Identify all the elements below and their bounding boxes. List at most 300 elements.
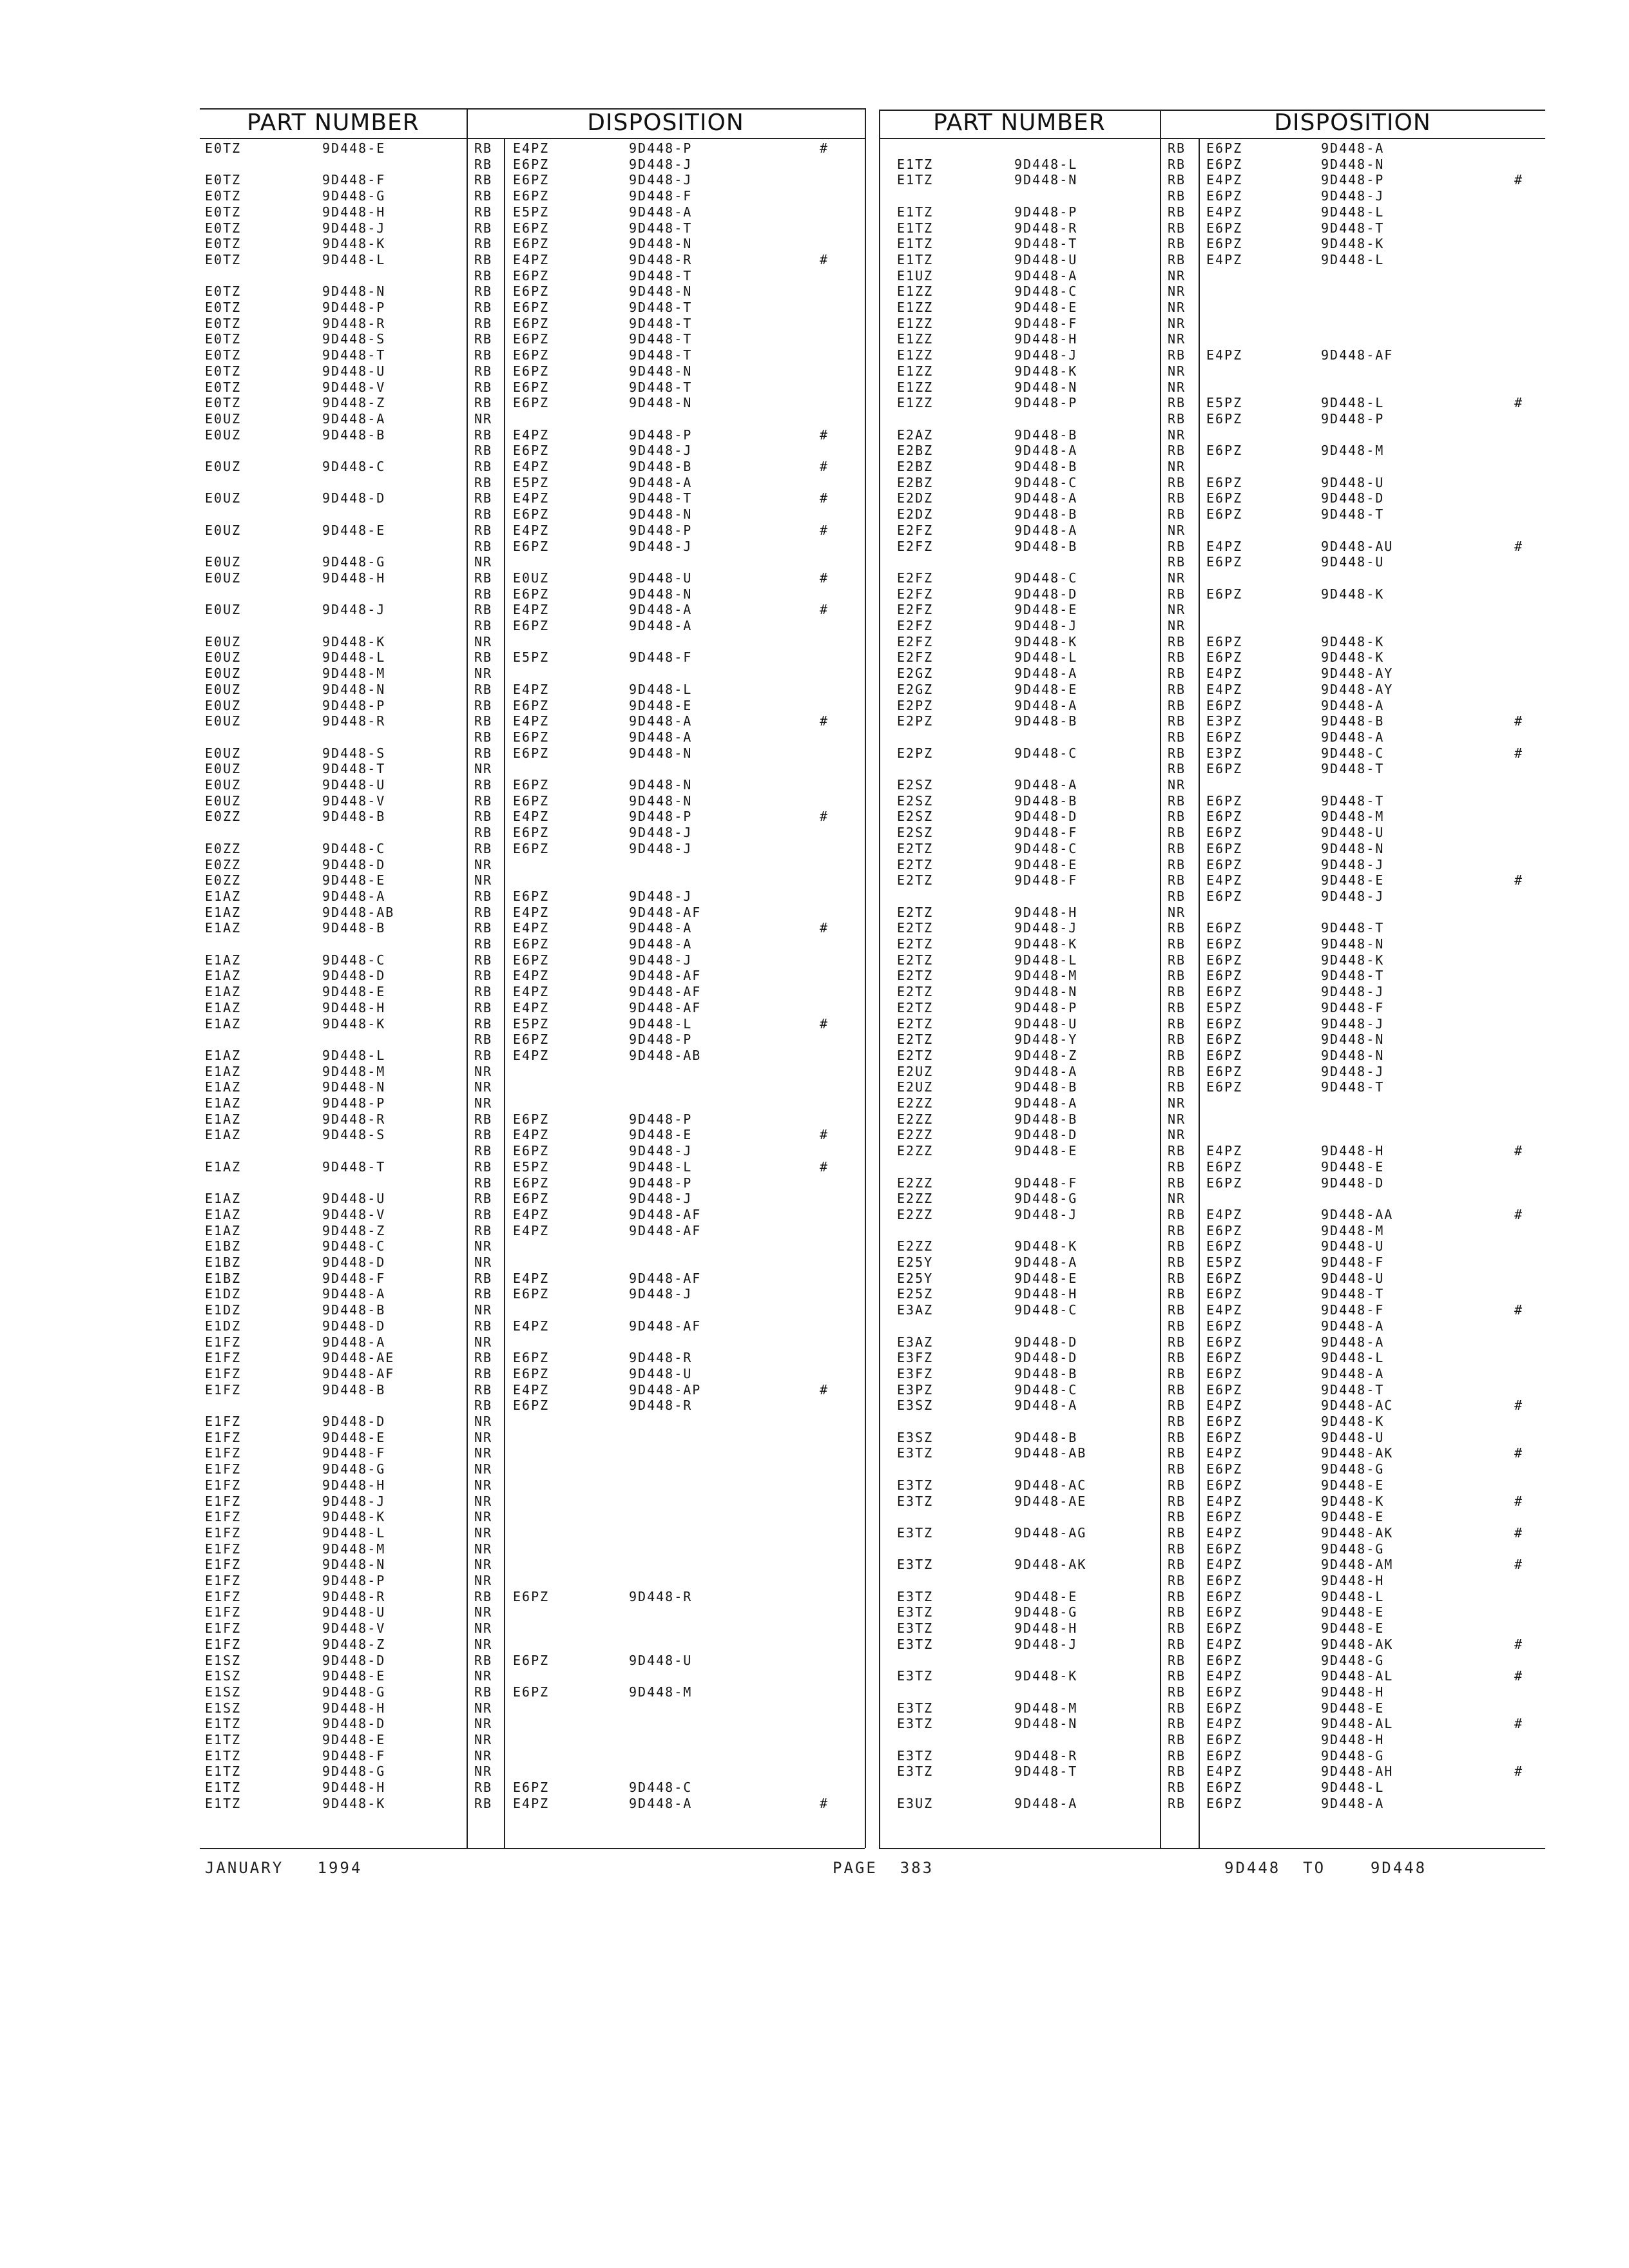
right-table-row <box>0 649 1629 666</box>
replacement-prefix: E6PZ <box>513 443 550 459</box>
part-prefix: E2TZ <box>897 1032 934 1048</box>
part-base: 9D448-N <box>322 284 386 300</box>
disposition-code: RB <box>1168 713 1186 729</box>
part-base: 9D448-V <box>322 1620 386 1637</box>
part-prefix: E2FZ <box>897 649 934 666</box>
replacement-prefix: E6PZ <box>1206 697 1243 713</box>
part-prefix: E3AZ <box>897 1334 934 1350</box>
replacement-base: 9D448-P <box>629 809 693 825</box>
part-base: 9D448-J <box>322 1493 386 1509</box>
part-base: 9D448-H <box>1014 331 1078 347</box>
part-prefix: E1ZZ <box>897 284 934 300</box>
disposition-code: NR <box>474 1302 493 1318</box>
replacement-base: 9D448-P <box>1321 172 1385 188</box>
right-table-row <box>0 857 1629 873</box>
right-disposition-header: DISPOSITION <box>1274 110 1431 136</box>
part-prefix: E2ZZ <box>897 1238 934 1254</box>
part-base: 9D448-P <box>1014 395 1078 411</box>
replacement-base: 9D448-N <box>629 284 693 300</box>
part-prefix: E1FZ <box>205 1445 242 1461</box>
disposition-code: NR <box>1168 618 1186 633</box>
replacement-base: 9D448-T <box>1321 220 1385 236</box>
right-table-row <box>0 1525 1629 1541</box>
disposition-code: RB <box>474 1222 493 1238</box>
disposition-code: RB <box>474 681 493 697</box>
part-prefix: E1SZ <box>205 1668 242 1684</box>
part-prefix: E3TZ <box>897 1445 934 1461</box>
header-rule-left <box>200 138 865 139</box>
replacement-base: 9D448-J <box>629 172 693 188</box>
part-base: 9D448-E <box>1014 1588 1078 1604</box>
part-base: 9D448-A <box>1014 490 1078 506</box>
disposition-code: NR <box>1168 379 1186 395</box>
right-table-row <box>0 1684 1629 1700</box>
replacement-base: 9D448-J <box>629 443 693 459</box>
disposition-code: NR <box>1168 777 1186 793</box>
replacement-prefix: E4PZ <box>513 602 550 618</box>
part-prefix: E1AZ <box>205 1111 242 1127</box>
right-table-row <box>0 1207 1629 1223</box>
disposition-code: RB <box>474 506 493 523</box>
replacement-prefix: E4PZ <box>1206 172 1243 188</box>
disposition-code: NR <box>1168 315 1186 331</box>
disposition-code: RB <box>1168 761 1186 777</box>
note-mark: # <box>820 459 829 474</box>
replacement-prefix: E6PZ <box>1206 1175 1243 1191</box>
replacement-base: 9D448-A <box>1321 1318 1385 1334</box>
replacement-base: 9D448-G <box>1321 1652 1385 1668</box>
disposition-code: RB <box>1168 1429 1186 1445</box>
part-base: 9D448-J <box>322 602 386 618</box>
part-base: 9D448-P <box>322 1573 386 1588</box>
disposition-code: NR <box>1168 1191 1186 1207</box>
part-base: 9D448-K <box>1014 936 1078 952</box>
part-base: 9D448-S <box>322 331 386 347</box>
replacement-prefix: E4PZ <box>1206 1143 1243 1159</box>
replacement-prefix: E6PZ <box>1206 1334 1243 1350</box>
footer-date: JANUARY 1994 <box>205 1859 363 1877</box>
disposition-code: RB <box>1168 729 1186 745</box>
replacement-prefix: E6PZ <box>1206 649 1243 666</box>
replacement-prefix: E6PZ <box>513 347 550 363</box>
right-table-row <box>0 380 1629 396</box>
part-base: 9D448-E <box>322 1732 386 1747</box>
disposition-code: RB <box>474 888 493 904</box>
part-prefix: E2TZ <box>897 952 934 968</box>
disposition-code: RB <box>1168 793 1186 809</box>
right-table-row <box>0 1509 1629 1525</box>
replacement-base: 9D448-H <box>1321 1573 1385 1588</box>
replacement-prefix: E5PZ <box>1206 395 1243 411</box>
replacement-base: 9D448-K <box>1321 633 1385 649</box>
part-prefix: E25Y <box>897 1270 934 1286</box>
disposition-code: RB <box>474 1350 493 1366</box>
replacement-base: 9D448-AY <box>1321 666 1394 682</box>
replacement-base: 9D448-G <box>1321 1461 1385 1477</box>
replacement-prefix: E6PZ <box>1206 1063 1243 1079</box>
part-prefix: E0TZ <box>205 188 242 204</box>
part-base: 9D448-T <box>1014 1763 1078 1780</box>
right-table-row <box>0 618 1629 634</box>
part-prefix: E2TZ <box>897 920 934 936</box>
disposition-code: RB <box>474 1398 493 1414</box>
left-disposition-header: DISPOSITION <box>587 110 744 136</box>
disposition-code: NR <box>474 1604 493 1620</box>
note-mark: # <box>1514 745 1524 761</box>
note-mark: # <box>820 713 829 729</box>
disposition-code: RB <box>1168 1175 1186 1191</box>
replacement-prefix: E4PZ <box>513 920 550 936</box>
replacement-prefix: E6PZ <box>513 1143 550 1159</box>
replacement-prefix: E4PZ <box>1206 1636 1243 1652</box>
part-prefix: E0UZ <box>205 649 242 666</box>
part-prefix: E3FZ <box>897 1350 934 1366</box>
part-base: 9D448-L <box>1014 952 1078 968</box>
note-mark: # <box>820 570 829 586</box>
part-prefix: E1AZ <box>205 1063 242 1079</box>
part-base: 9D448-A <box>1014 1254 1078 1270</box>
replacement-base: 9D448-T <box>1321 920 1385 936</box>
replacement-prefix: E6PZ <box>513 1652 550 1668</box>
part-base: 9D448-N <box>322 681 386 697</box>
replacement-prefix: E5PZ <box>1206 1254 1243 1270</box>
replacement-prefix: E6PZ <box>1206 1477 1243 1493</box>
part-prefix: E2FZ <box>897 602 934 618</box>
disposition-code: RB <box>1168 506 1186 523</box>
part-prefix: E1TZ <box>205 1795 242 1811</box>
disposition-code: RB <box>1168 1445 1186 1461</box>
disposition-code: NR <box>474 761 493 777</box>
replacement-prefix: E6PZ <box>1206 1795 1243 1811</box>
part-base: 9D448-C <box>1014 474 1078 490</box>
disposition-code: RB <box>474 602 493 618</box>
part-prefix: E2SZ <box>897 793 934 809</box>
disposition-code: RB <box>474 300 493 315</box>
replacement-base: 9D448-J <box>629 1286 693 1302</box>
disposition-code: RB <box>474 809 493 825</box>
part-base: 9D448-H <box>1014 904 1078 920</box>
part-base: 9D448-B <box>322 920 386 936</box>
part-prefix: E2BZ <box>897 443 934 459</box>
replacement-prefix: E4PZ <box>513 968 550 984</box>
replacement-base: 9D448-A <box>1321 140 1385 156</box>
disposition-code: RB <box>1168 666 1186 682</box>
replacement-prefix: E6PZ <box>1206 1747 1243 1763</box>
replacement-prefix: E6PZ <box>1206 633 1243 649</box>
disposition-code: NR <box>474 1509 493 1525</box>
footer-range: 9D448 TO 9D448 <box>1224 1859 1427 1877</box>
replacement-prefix: E6PZ <box>513 1365 550 1381</box>
part-base: 9D448-L <box>322 251 386 267</box>
right-table-row <box>0 284 1629 300</box>
right-table-row <box>0 220 1629 236</box>
replacement-base: 9D448-T <box>1321 1381 1385 1398</box>
part-prefix: E0TZ <box>205 379 242 395</box>
part-base: 9D448-G <box>322 1763 386 1780</box>
note-mark: # <box>1514 1206 1524 1222</box>
disposition-code: RB <box>1168 1636 1186 1652</box>
part-base: 9D448-R <box>322 713 386 729</box>
part-prefix: E2TZ <box>897 1047 934 1063</box>
part-base: 9D448-A <box>1014 777 1078 793</box>
disposition-code: RB <box>1168 936 1186 952</box>
right-table-row <box>0 1477 1629 1494</box>
replacement-base: 9D448-AK <box>1321 1445 1394 1461</box>
replacement-prefix: E6PZ <box>1206 1286 1243 1302</box>
right-table-row <box>0 1604 1629 1620</box>
part-base: 9D448-J <box>1014 920 1078 936</box>
part-prefix: E0ZZ <box>205 809 242 825</box>
right-table-row <box>0 777 1629 793</box>
disposition-code: RB <box>474 984 493 1000</box>
replacement-prefix: E6PZ <box>513 156 550 172</box>
disposition-code: RB <box>474 1286 493 1302</box>
part-prefix: E2ZZ <box>897 1191 934 1207</box>
part-prefix: E2TZ <box>897 968 934 984</box>
part-base: 9D448-C <box>322 840 386 856</box>
part-base: 9D448-U <box>1014 1015 1078 1032</box>
replacement-prefix: E6PZ <box>513 793 550 809</box>
replacement-prefix: E4PZ <box>1206 1445 1243 1461</box>
replacement-prefix: E6PZ <box>1206 1365 1243 1381</box>
replacement-base: 9D448-G <box>1321 1541 1385 1557</box>
disposition-code: RB <box>474 267 493 284</box>
part-base: 9D448-E <box>322 522 386 538</box>
disposition-code: RB <box>1168 745 1186 761</box>
replacement-prefix: E5PZ <box>513 1158 550 1175</box>
disposition-code: NR <box>474 1063 493 1079</box>
part-base: 9D448-A <box>1014 1795 1078 1811</box>
right-table-row <box>0 1637 1629 1653</box>
part-base: 9D448-D <box>322 1414 386 1429</box>
replacement-prefix: E6PZ <box>1206 1652 1243 1668</box>
replacement-base: 9D448-J <box>629 538 693 554</box>
part-base: 9D448-K <box>322 1509 386 1525</box>
disposition-code: RB <box>474 379 493 395</box>
disposition-code: RB <box>1168 1158 1186 1175</box>
right-table-row <box>0 1191 1629 1207</box>
replacement-base: 9D448-N <box>629 793 693 809</box>
disposition-code: RB <box>474 1015 493 1032</box>
replacement-base: 9D448-J <box>1321 188 1385 204</box>
replacement-prefix: E4PZ <box>513 681 550 697</box>
right-table-row <box>0 1748 1629 1764</box>
right-table-row <box>0 140 1629 157</box>
disposition-code: RB <box>1168 1286 1186 1302</box>
replacement-base: 9D448-J <box>1321 1015 1385 1032</box>
part-base: 9D448-M <box>1014 1700 1078 1716</box>
replacement-base: 9D448-U <box>629 1652 693 1668</box>
part-base: 9D448-E <box>1014 681 1078 697</box>
disposition-code: RB <box>474 474 493 490</box>
part-base: 9D448-F <box>1014 1175 1078 1191</box>
disposition-code: RB <box>474 729 493 745</box>
replacement-prefix: E5PZ <box>513 204 550 220</box>
part-base: 9D448-J <box>1014 618 1078 633</box>
replacement-base: 9D448-R <box>629 1350 693 1366</box>
part-prefix: E1DZ <box>205 1318 242 1334</box>
replacement-prefix: E4PZ <box>513 459 550 474</box>
disposition-code: RB <box>474 1365 493 1381</box>
part-base: 9D448-N <box>1014 379 1078 395</box>
replacement-base: 9D448-K <box>1321 236 1385 252</box>
right-table-row <box>0 809 1629 825</box>
note-mark: # <box>1514 1493 1524 1509</box>
part-prefix: E1TZ <box>897 220 934 236</box>
right-table-row <box>0 682 1629 698</box>
replacement-base: 9D448-D <box>1321 1175 1385 1191</box>
part-prefix: E1FZ <box>205 1573 242 1588</box>
right-table-row <box>0 1445 1629 1461</box>
part-base: 9D448-R <box>1014 1747 1078 1763</box>
part-prefix: E0UZ <box>205 793 242 809</box>
disposition-code: RB <box>1168 872 1186 889</box>
replacement-prefix: E4PZ <box>513 522 550 538</box>
replacement-base: 9D448-L <box>1321 1588 1385 1604</box>
part-base: 9D448-B <box>1014 427 1078 443</box>
part-base: 9D448-D <box>1014 1334 1078 1350</box>
disposition-code: RB <box>1168 968 1186 984</box>
right-table-row <box>0 936 1629 952</box>
right-table-row <box>0 1541 1629 1557</box>
right-table-row <box>0 459 1629 475</box>
note-mark: # <box>820 809 829 825</box>
right-table-row <box>0 1095 1629 1111</box>
disposition-code: RB <box>1168 1541 1186 1557</box>
replacement-base: 9D448-K <box>1321 649 1385 666</box>
replacement-prefix: E6PZ <box>513 586 550 602</box>
replacement-base: 9D448-U <box>1321 1270 1385 1286</box>
right-table-row <box>0 570 1629 586</box>
replacement-base: 9D448-E <box>1321 1620 1385 1637</box>
part-prefix: E2TZ <box>897 999 934 1015</box>
disposition-code: RB <box>1168 1668 1186 1684</box>
part-prefix: E1AZ <box>205 1015 242 1032</box>
replacement-base: 9D448-AF <box>629 984 702 1000</box>
right-table-row <box>0 713 1629 729</box>
replacement-base: 9D448-J <box>629 840 693 856</box>
replacement-prefix: E4PZ <box>513 999 550 1015</box>
part-prefix: E1FZ <box>205 1524 242 1541</box>
replacement-prefix: E6PZ <box>1206 888 1243 904</box>
note-mark: # <box>1514 1557 1524 1573</box>
right-table-row <box>0 968 1629 984</box>
part-base: 9D448-K <box>322 1015 386 1032</box>
part-prefix: E3UZ <box>897 1795 934 1811</box>
disposition-code: RB <box>474 1588 493 1604</box>
part-prefix: E1FZ <box>205 1381 242 1398</box>
replacement-prefix: E4PZ <box>513 809 550 825</box>
replacement-prefix: E6PZ <box>1206 1684 1243 1700</box>
replacement-prefix: E6PZ <box>1206 506 1243 523</box>
disposition-code: NR <box>474 1254 493 1270</box>
right-table-row <box>0 1223 1629 1239</box>
replacement-prefix: E6PZ <box>1206 1780 1243 1796</box>
part-base: 9D448-AF <box>322 1365 395 1381</box>
disposition-code: RB <box>1168 220 1186 236</box>
part-prefix: E1FZ <box>205 1620 242 1637</box>
part-base: 9D448-C <box>1014 840 1078 856</box>
replacement-base: 9D448-A <box>629 936 693 952</box>
replacement-base: 9D448-A <box>1321 729 1385 745</box>
disposition-code: RB <box>1168 1079 1186 1095</box>
replacement-base: 9D448-N <box>629 745 693 761</box>
replacement-base: 9D448-K <box>1321 1414 1385 1429</box>
note-mark: # <box>820 490 829 506</box>
right-table-row <box>0 395 1629 411</box>
replacement-base: 9D448-N <box>1321 1047 1385 1063</box>
disposition-code: RB <box>1168 649 1186 666</box>
replacement-base: 9D448-B <box>629 459 693 474</box>
right-table-row <box>0 793 1629 809</box>
part-prefix: E3TZ <box>897 1588 934 1604</box>
replacement-base: 9D448-F <box>629 188 693 204</box>
part-base: 9D448-AK <box>1014 1557 1087 1573</box>
part-prefix: E2ZZ <box>897 1143 934 1159</box>
disposition-code: NR <box>474 1524 493 1541</box>
replacement-base: 9D448-F <box>1321 1302 1385 1318</box>
replacement-base: 9D448-A <box>1321 697 1385 713</box>
disposition-code: NR <box>474 633 493 649</box>
disposition-code: RB <box>474 840 493 856</box>
part-prefix: E1AZ <box>205 968 242 984</box>
replacement-base: 9D448-P <box>629 427 693 443</box>
replacement-base: 9D448-J <box>629 156 693 172</box>
replacement-prefix: E6PZ <box>1206 793 1243 809</box>
part-prefix: E2PZ <box>897 713 934 729</box>
part-prefix: E2BZ <box>897 474 934 490</box>
replacement-base: 9D448-K <box>1321 1493 1385 1509</box>
part-prefix: E1AZ <box>205 904 242 920</box>
part-prefix: E0TZ <box>205 140 242 156</box>
replacement-base: 9D448-P <box>629 522 693 538</box>
right-table-row <box>0 157 1629 173</box>
replacement-base: 9D448-J <box>629 1143 693 1159</box>
part-prefix: E1TZ <box>897 251 934 267</box>
replacement-prefix: E6PZ <box>513 618 550 633</box>
note-mark: # <box>820 1381 829 1398</box>
replacement-prefix: E4PZ <box>1206 666 1243 682</box>
part-prefix: E3SZ <box>897 1398 934 1414</box>
part-base: 9D448-J <box>1014 1636 1078 1652</box>
right-table-row <box>0 1127 1629 1143</box>
disposition-code: RB <box>474 570 493 586</box>
part-prefix: E0UZ <box>205 713 242 729</box>
disposition-code: RB <box>1168 1350 1186 1366</box>
part-prefix: E25Z <box>897 1286 934 1302</box>
replacement-base: 9D448-J <box>629 952 693 968</box>
replacement-base: 9D448-N <box>1321 936 1385 952</box>
disposition-code: RB <box>1168 236 1186 252</box>
part-base: 9D448-A <box>322 888 386 904</box>
disposition-code: RB <box>1168 1780 1186 1796</box>
note-mark: # <box>1514 1763 1524 1780</box>
replacement-prefix: E6PZ <box>1206 920 1243 936</box>
replacement-prefix: E6PZ <box>513 395 550 411</box>
part-base: 9D448-K <box>322 1795 386 1811</box>
part-base: 9D448-G <box>322 1461 386 1477</box>
replacement-prefix: E6PZ <box>513 1032 550 1048</box>
replacement-prefix: E4PZ <box>513 1381 550 1398</box>
part-base: 9D448-C <box>322 459 386 474</box>
replacement-base: 9D448-AF <box>629 1222 702 1238</box>
disposition-code: RB <box>474 395 493 411</box>
part-prefix: E1FZ <box>205 1541 242 1557</box>
right-table-row <box>0 1175 1629 1191</box>
part-base: 9D448-E <box>1014 1143 1078 1159</box>
replacement-prefix: E6PZ <box>1206 1620 1243 1637</box>
part-prefix: E1TZ <box>205 1732 242 1747</box>
